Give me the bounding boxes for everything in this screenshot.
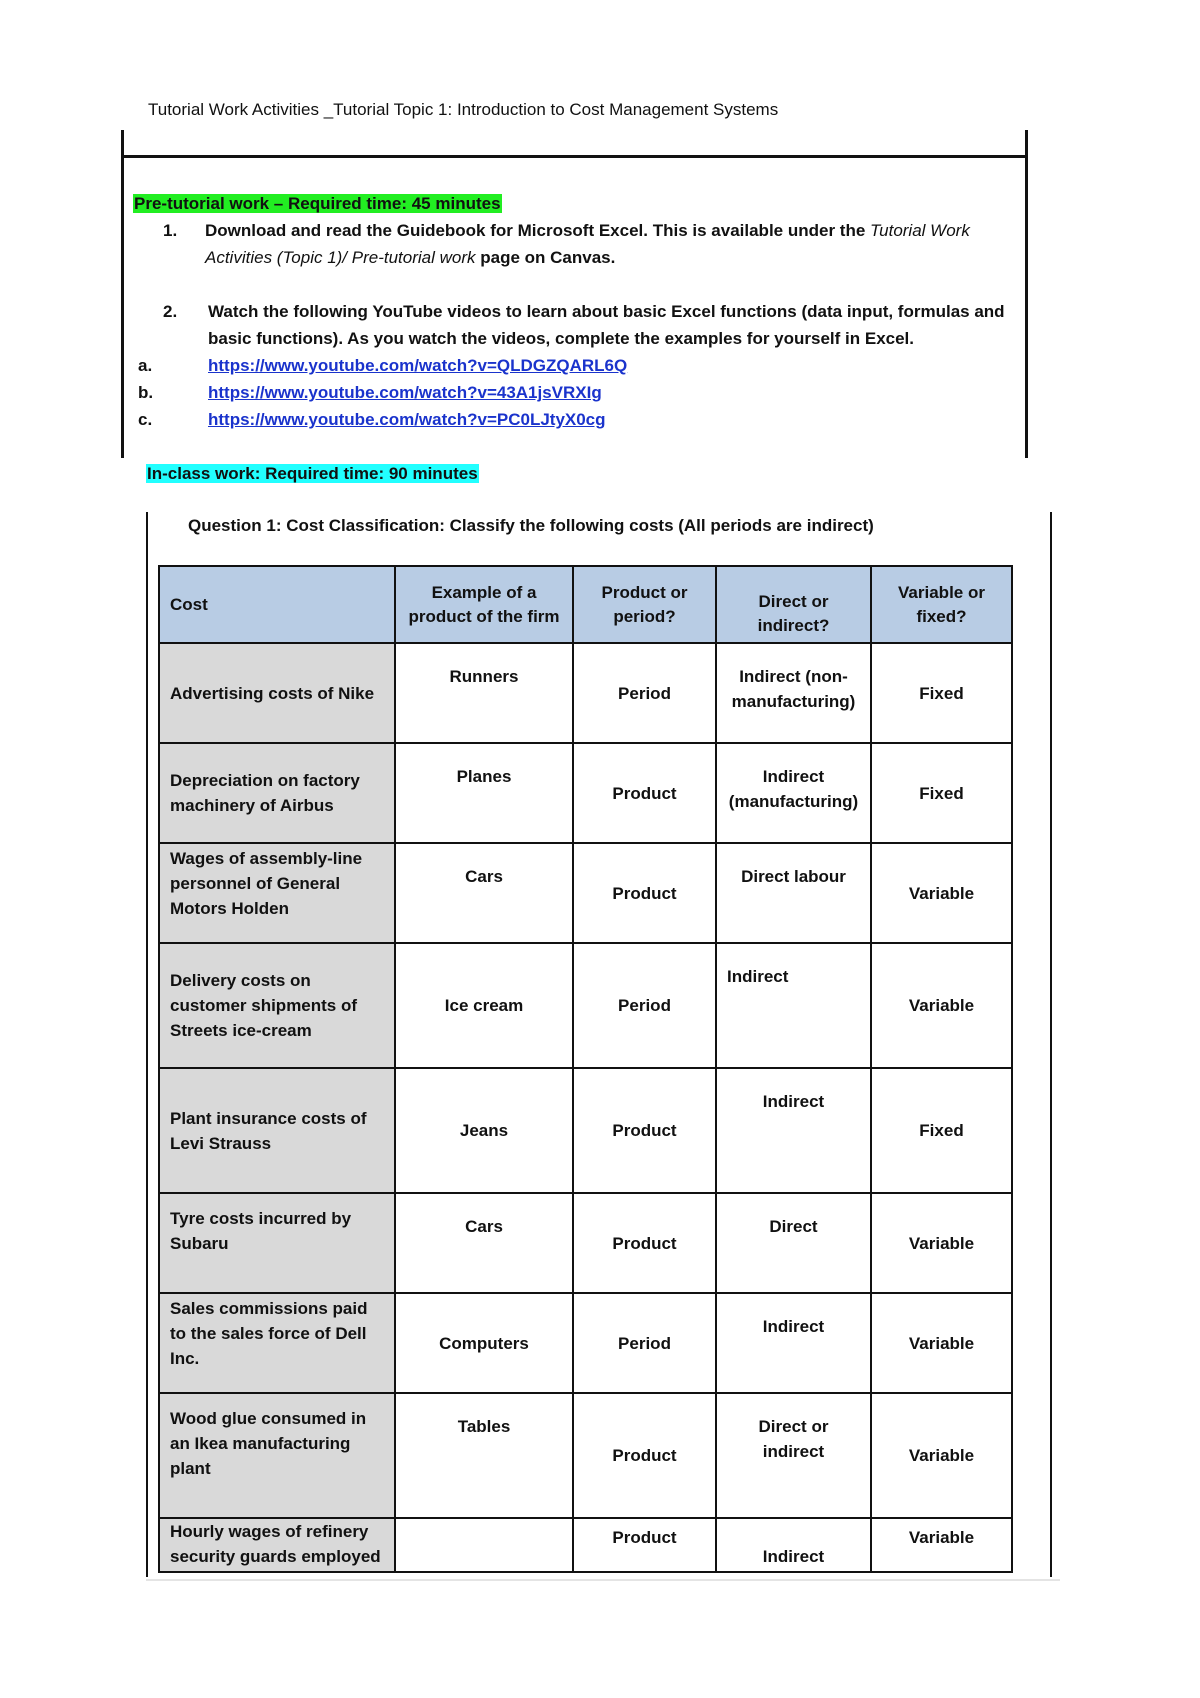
product-period-cell: Period: [573, 943, 716, 1068]
cost-cell: Hourly wages of refinery security guards employed: [159, 1518, 395, 1572]
variable-fixed-cell: Variable: [871, 1393, 1012, 1518]
product-period-cell: Product: [573, 1518, 716, 1572]
table-row: [159, 1393, 1012, 1518]
video-link-item: [138, 406, 1013, 433]
document-title: Tutorial Work Activities _Tutorial Topic 1: Introduction to Cost Management Systems: [148, 100, 779, 119]
table-row: [159, 843, 1012, 943]
example-cell: Computers: [395, 1293, 573, 1393]
table-row: [159, 1068, 1012, 1193]
variable-fixed-cell: Variable: [871, 943, 1012, 1068]
example-cell: Runners: [395, 643, 573, 743]
product-period-cell: Product: [573, 1068, 716, 1193]
table-row: [159, 643, 1012, 743]
cost-cell: Depreciation on factory machinery of Airbus: [159, 743, 395, 843]
example-cell: Cars: [395, 843, 573, 943]
task-1-italic: Tutorial Work Activities (Topic 1)/ Pre-tutorial work: [205, 221, 970, 267]
pre-tutorial-heading: Pre-tutorial work – Required time: 45 minutes: [134, 194, 501, 213]
video-link-letter: a.: [138, 356, 153, 375]
product-period-cell: Period: [573, 1293, 716, 1393]
table-row: [159, 1193, 1012, 1293]
variable-fixed-cell: Variable: [871, 1193, 1012, 1293]
direct-indirect-cell: Indirect: [716, 1293, 871, 1393]
variable-fixed-cell: Fixed: [871, 643, 1012, 743]
cost-cell: Delivery costs on customer shipments of Streets ice-cream: [159, 943, 395, 1068]
task-1-number: 1.: [163, 221, 178, 240]
cost-classification-table: [158, 565, 1013, 1573]
product-period-cell: Product: [573, 843, 716, 943]
in-class-heading-row: [146, 460, 479, 487]
product-period-cell: Product: [573, 1193, 716, 1293]
task-2-number: 2.: [163, 302, 178, 321]
direct-indirect-cell: Direct labour: [716, 843, 871, 943]
page-bottom-rule: [146, 1579, 1060, 1581]
variable-fixed-cell: Fixed: [871, 1068, 1012, 1193]
product-period-cell: Period: [573, 643, 716, 743]
cost-cell: Plant insurance costs of Levi Strauss: [159, 1068, 395, 1193]
direct-indirect-cell: Direct or indirect: [716, 1393, 871, 1518]
task-1: [133, 217, 1013, 271]
video-link-letter: b.: [138, 383, 154, 402]
product-period-cell: Product: [573, 743, 716, 843]
cost-cell: Wood glue consumed in an Ikea manufacturing plant: [159, 1393, 395, 1518]
video-link[interactable]: https://www.youtube.com/watch?v=PC0LJtyX0cg: [208, 410, 606, 429]
video-link[interactable]: https://www.youtube.com/watch?v=43A1jsVRXIg: [208, 383, 602, 402]
in-class-heading: In-class work: Required time: 90 minutes: [147, 464, 478, 483]
video-link-letter: c.: [138, 410, 153, 429]
task-2-text: Watch the following YouTube videos to learn about basic Excel functions (data input, formulas and basic functions). As you watch the videos, complete the examples for yourself in Excel.: [208, 302, 1005, 348]
example-cell: Ice cream: [395, 943, 573, 1068]
pre-tutorial-section: [133, 190, 1013, 433]
header-cost: Cost: [159, 566, 395, 643]
product-period-cell: Product: [573, 1393, 716, 1518]
header-product-or-period: Product or period?: [573, 566, 716, 643]
variable-fixed-cell: Variable: [871, 843, 1012, 943]
variable-fixed-cell: Fixed: [871, 743, 1012, 843]
header-variable-or-fixed: Variable or fixed?: [871, 566, 1012, 643]
table-row: [159, 743, 1012, 843]
cost-cell: Advertising costs of Nike: [159, 643, 395, 743]
table-row: [159, 1293, 1012, 1393]
direct-indirect-cell: Indirect: [716, 1068, 871, 1193]
example-cell: Cars: [395, 1193, 573, 1293]
box-right-border: [1025, 130, 1028, 458]
direct-indirect-cell: Indirect (manufacturing): [716, 743, 871, 843]
video-link-list: [138, 352, 1013, 433]
question-1-title: Question 1: Cost Classification: Classify the following costs (All periods are indirect): [188, 516, 874, 535]
direct-indirect-cell: Indirect: [716, 1518, 871, 1572]
direct-indirect-cell: Direct: [716, 1193, 871, 1293]
variable-fixed-cell: Variable: [871, 1293, 1012, 1393]
header-example-product: Example of a product of the firm: [395, 566, 573, 643]
example-cell: [395, 1518, 573, 1572]
cost-cell: Wages of assembly-line personnel of General Motors Holden: [159, 843, 395, 943]
header-direct-or-indirect: Direct or indirect?: [716, 566, 871, 643]
video-link[interactable]: https://www.youtube.com/watch?v=QLDGZQARL6Q: [208, 356, 628, 375]
cost-cell: Sales commissions paid to the sales force of Dell Inc.: [159, 1293, 395, 1393]
table-row: [159, 943, 1012, 1068]
example-cell: Jeans: [395, 1068, 573, 1193]
question-box-left-border: [146, 512, 148, 1577]
example-cell: Planes: [395, 743, 573, 843]
question-box-right-border: [1050, 512, 1052, 1577]
video-link-item: [138, 379, 1013, 406]
task-2: [133, 298, 1013, 433]
box-top-border: [121, 155, 1028, 158]
table-row: [159, 1518, 1012, 1572]
box-left-border: [121, 130, 124, 458]
variable-fixed-cell: Variable: [871, 1518, 1012, 1572]
cost-cell: Tyre costs incurred by Subaru: [159, 1193, 395, 1293]
example-cell: Tables: [395, 1393, 573, 1518]
direct-indirect-cell: Indirect (non-manufacturing): [716, 643, 871, 743]
direct-indirect-cell: Indirect: [716, 943, 871, 1068]
task-1-text-start: Download and read the Guidebook for Microsoft Excel. This is available under the: [205, 221, 871, 240]
pre-tutorial-task-list: [133, 217, 1013, 433]
table-header-row: [159, 566, 1012, 643]
task-1-text-end: page on Canvas.: [475, 248, 616, 267]
video-link-item: [138, 352, 1013, 379]
